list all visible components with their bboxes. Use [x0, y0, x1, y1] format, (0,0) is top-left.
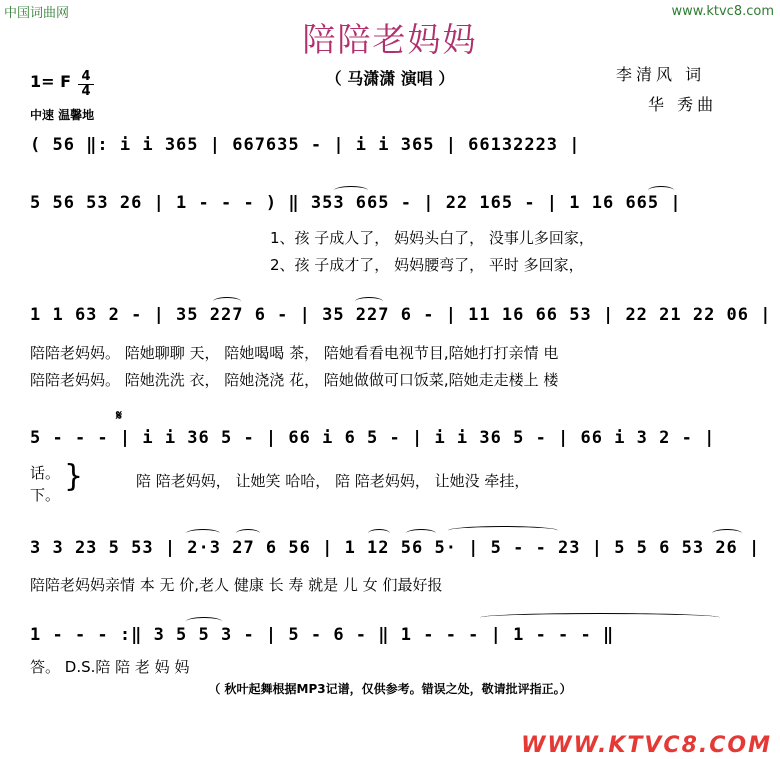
singer-credit: （ 马潇潇 演唱 ）: [325, 69, 455, 88]
slur-mark: [648, 186, 674, 195]
song-title: 陪陪老妈妈: [302, 20, 478, 59]
watermark-left: 中国词曲网: [4, 6, 70, 21]
system-1-notes: ( 56 ‖: i i 365 | 667635 - | i i 365 | 66132223 |: [30, 135, 581, 155]
system-6-lyric: 答。 D.S.陪 陪 老 妈 妈: [30, 658, 190, 676]
watermark-right: www.ktvc8.com: [671, 4, 774, 19]
system-2-lyric-verse-1: 1、孩 子成人了， 妈妈头白了， 没事儿多回家，: [270, 229, 594, 247]
slur-mark: [186, 529, 220, 538]
system-4-notes: 5 - - - | i i 36 5 - | 66 i 6 5 - | i i 36 5 - | 66 i 3 2 - |: [30, 428, 716, 448]
verse-brace: }: [64, 459, 84, 494]
system-2-notes: 5 56 53 26 | 1 - - - ) ‖ 353 665 - | 22 165 - | 1 16 665 |: [30, 193, 682, 213]
system-5-lyric: 陪陪老妈妈亲情 本 无 价,老人 健康 长 寿 就是 儿 女 们最好报: [30, 576, 443, 594]
slur-mark: [712, 529, 742, 538]
slur-mark: [186, 617, 222, 626]
time-signature: [78, 70, 94, 99]
system-2-lyric-verse-2: 2、孩 子成才了， 妈妈腰弯了， 平时 多回家，: [270, 256, 584, 274]
slur-mark: [368, 529, 390, 538]
slur-mark: [236, 529, 260, 538]
system-3-notes: 1 1 63 2 - | 35 227 6 - | 35 227 6 - | 11 16 66 53 | 22 21 22 06 |: [30, 305, 772, 325]
meter-bottom: 4: [81, 84, 91, 99]
slur-mark: [480, 613, 720, 622]
slur-mark: [448, 526, 558, 535]
system-3-lyric-verse-2: 陪陪老妈妈。 陪她洗洗 衣， 陪她浇浇 花， 陪她做做可口饭菜,陪她走走楼上 楼: [30, 371, 559, 389]
lyricist-credit: 李清风 词: [616, 65, 706, 84]
system-3-lyric-verse-1: 陪陪老妈妈。 陪她聊聊 天， 陪她喝喝 茶， 陪她看看电视节目,陪她打打亲情 电: [30, 344, 559, 362]
system-6-notes: 1 - - - :‖ 3 5 5 3 - | 5 - 6 - ‖ 1 - - - | 1 - - - ‖: [30, 625, 615, 645]
transcription-footnote: （ 秋叶起舞根据MP3记谱，仅供参考。错误之处，敬请批评指正。）: [208, 682, 572, 696]
tempo-marking: 中速 温馨地: [30, 108, 95, 122]
meter-top: 4: [78, 70, 94, 85]
watermark-bottom: WWW.KTVC8.COM: [521, 733, 772, 758]
system-4-end-word-verse-2: 下。: [30, 486, 61, 504]
system-5-notes: 3 3 23 5 53 | 2·3 27 6 56 | 1 12 56 5· | 5 - - 23 | 5 5 6 53 26 |: [30, 538, 761, 558]
composer-credit: 华 秀曲: [648, 95, 718, 114]
segno-sign: 𝄋: [116, 408, 123, 424]
slur-mark: [334, 186, 368, 195]
system-4-lyric: 陪 陪老妈妈， 让她笑 哈哈， 陪 陪老妈妈， 让她没 牵挂，: [136, 472, 530, 490]
system-4-end-word-verse-1: 话。: [30, 464, 61, 482]
key-signature: 1= F: [30, 72, 72, 91]
slur-mark: [213, 297, 241, 306]
slur-mark: [406, 529, 436, 538]
slur-mark: [355, 297, 383, 306]
